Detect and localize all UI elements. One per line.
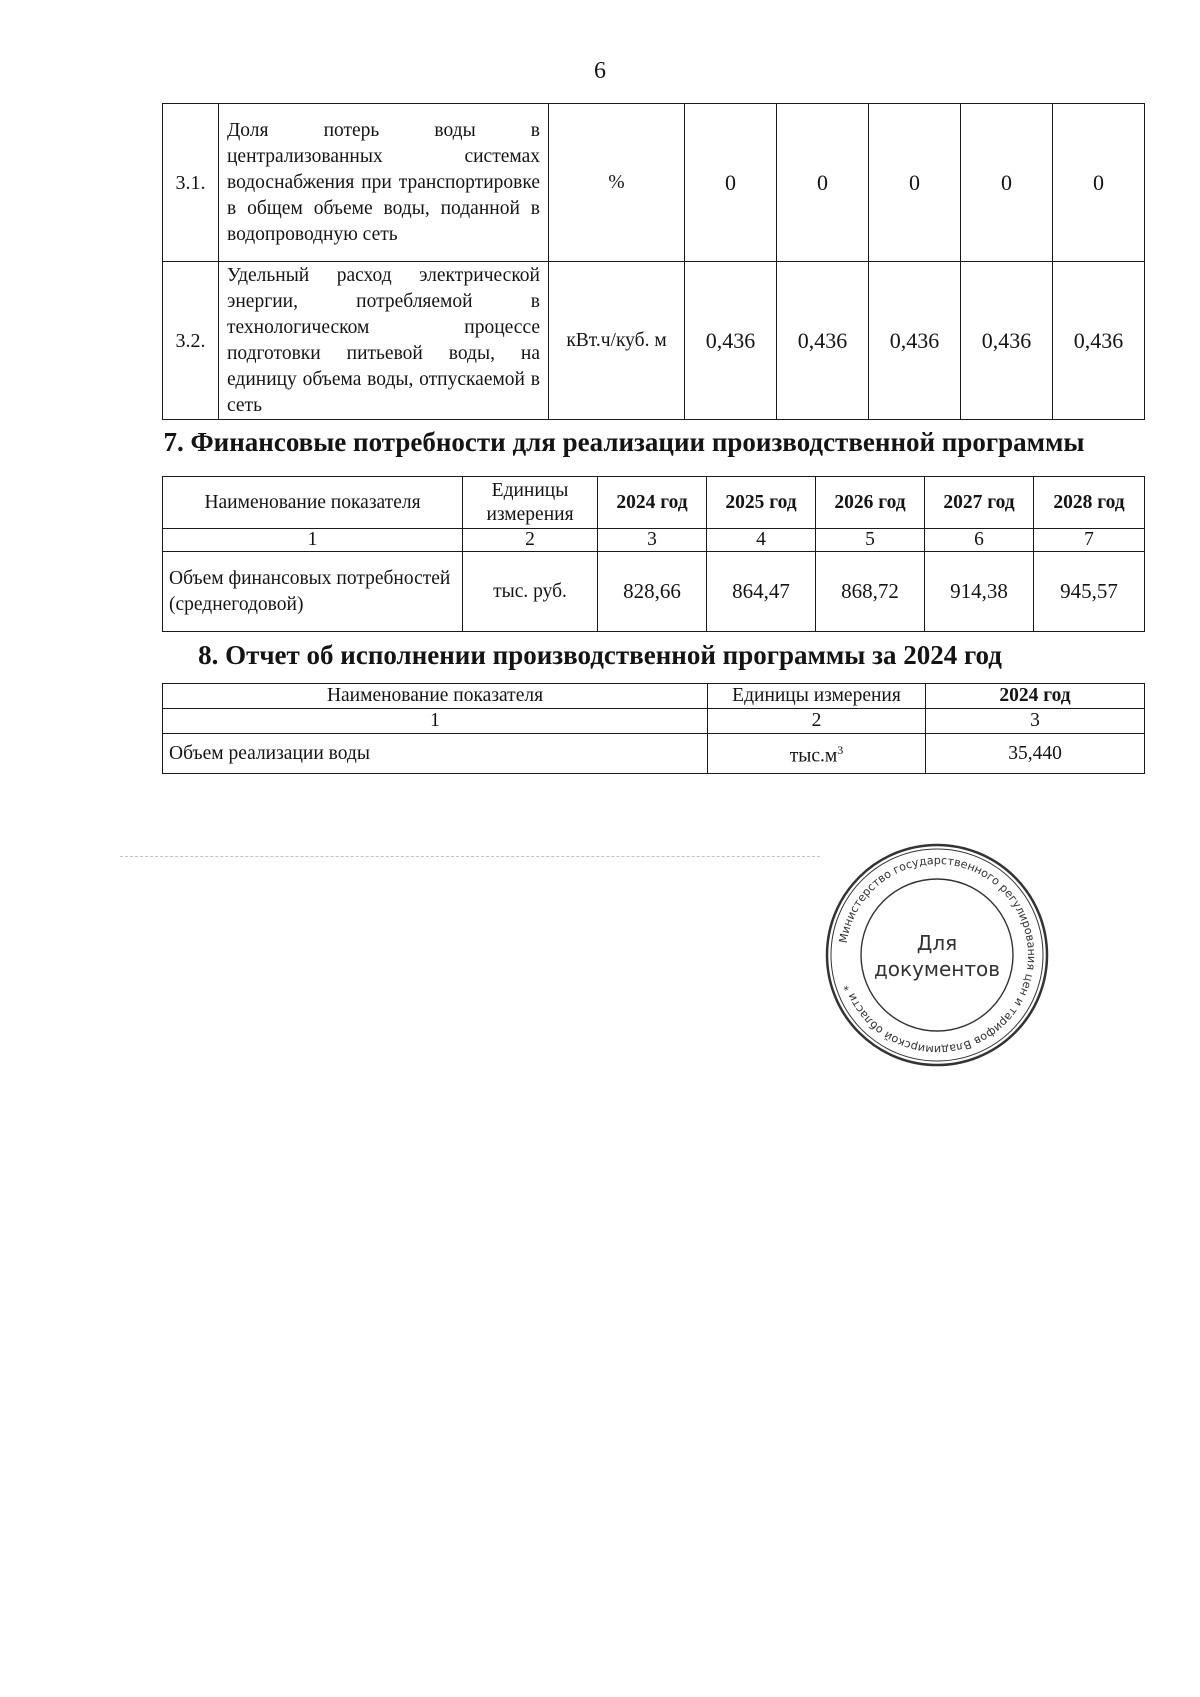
value-cell: 828,66 bbox=[598, 552, 707, 632]
finance-table bbox=[162, 476, 1145, 632]
row-number: 3.1. bbox=[163, 104, 219, 262]
indicator-name: Доля потерь воды в централизованных системах водоснабжения при транспортировке в общем объеме воды, поданной в водопроводную сеть bbox=[219, 104, 549, 262]
table-row bbox=[163, 552, 1145, 632]
indicator-unit: % bbox=[549, 104, 685, 262]
value-cell: 864,47 bbox=[707, 552, 816, 632]
header-row bbox=[163, 477, 1145, 529]
row-name: Объем финансовых потребностей (среднегодовой) bbox=[163, 552, 463, 632]
column-number: 6 bbox=[925, 529, 1034, 552]
indicator-name: Удельный расход электрической энергии, потребляемой в технологическом процессе подготовки питьевой воды, на единицу объема воды, отпускаемой в сеть bbox=[219, 262, 549, 420]
header-name: Наименование показателя bbox=[163, 477, 463, 529]
indicators-table bbox=[162, 103, 1145, 420]
value-cell: 0 bbox=[1053, 104, 1145, 262]
header-year: 2026 год bbox=[816, 477, 925, 529]
value-cell: 0 bbox=[869, 104, 961, 262]
row-number: 3.2. bbox=[163, 262, 219, 420]
stamp-ring-text: Министерство государственного регулирования цен и тарифов Владимирской области * bbox=[836, 853, 1039, 1057]
value-cell: 0,436 bbox=[685, 262, 777, 420]
column-number: 2 bbox=[708, 709, 926, 734]
row-name: Объем реализации воды bbox=[163, 734, 708, 774]
column-number: 7 bbox=[1034, 529, 1145, 552]
header-unit: Единицы измерения bbox=[708, 684, 926, 709]
value-cell: 868,72 bbox=[816, 552, 925, 632]
header-year: 2025 год bbox=[707, 477, 816, 529]
value-cell: 914,38 bbox=[925, 552, 1034, 632]
stamp-center-line-2: документов bbox=[873, 957, 1001, 981]
value-cell: 0,436 bbox=[961, 262, 1053, 420]
column-number: 2 bbox=[463, 529, 598, 552]
stamp-ring-text-wrap bbox=[837, 854, 1038, 1056]
table-row bbox=[163, 104, 1145, 262]
value-cell: 35,440 bbox=[926, 734, 1145, 774]
row-unit: тыс. руб. bbox=[463, 552, 598, 632]
value-cell: 0,436 bbox=[869, 262, 961, 420]
stamp-center-line-1: Для bbox=[916, 931, 958, 955]
value-cell: 945,57 bbox=[1034, 552, 1145, 632]
header-year: 2028 год bbox=[1034, 477, 1145, 529]
report-table bbox=[162, 683, 1145, 774]
header-name: Наименование показателя bbox=[163, 684, 708, 709]
section-7-title: 7. Финансовые потребности для реализации производственной программы bbox=[163, 427, 1085, 457]
column-number-row bbox=[163, 709, 1145, 734]
column-number: 3 bbox=[598, 529, 707, 552]
stamp-inner-ring bbox=[861, 879, 1013, 1031]
stamp-outer-ring-inner bbox=[831, 849, 1043, 1061]
column-number: 5 bbox=[816, 529, 925, 552]
header-year: 2027 год bbox=[925, 477, 1034, 529]
header-year: 2024 год bbox=[926, 684, 1145, 709]
column-number: 4 bbox=[707, 529, 816, 552]
stamp-outer-ring bbox=[827, 845, 1047, 1065]
unit-exponent: 3 bbox=[837, 743, 844, 758]
table-row bbox=[163, 262, 1145, 420]
value-cell: 0 bbox=[685, 104, 777, 262]
row-unit bbox=[708, 734, 926, 774]
column-number: 1 bbox=[163, 529, 463, 552]
column-number: 3 bbox=[926, 709, 1145, 734]
column-number: 1 bbox=[163, 709, 708, 734]
value-cell: 0 bbox=[777, 104, 869, 262]
indicator-unit: кВт.ч/куб. м bbox=[549, 262, 685, 420]
value-cell: 0 bbox=[961, 104, 1053, 262]
header-unit: Единицы измерения bbox=[463, 477, 598, 529]
header-year: 2024 год bbox=[598, 477, 707, 529]
official-stamp bbox=[822, 840, 1052, 1070]
value-cell: 0,436 bbox=[777, 262, 869, 420]
page-number: 6 bbox=[594, 58, 606, 84]
section-8-title: 8. Отчет об исполнении производственной программы за 2024 год bbox=[198, 640, 1002, 670]
table-row bbox=[163, 734, 1145, 774]
scan-artifact-line bbox=[120, 856, 820, 857]
value-cell: 0,436 bbox=[1053, 262, 1145, 420]
header-row bbox=[163, 684, 1145, 709]
column-number-row bbox=[163, 529, 1145, 552]
unit-base: тыс.м bbox=[789, 745, 838, 767]
